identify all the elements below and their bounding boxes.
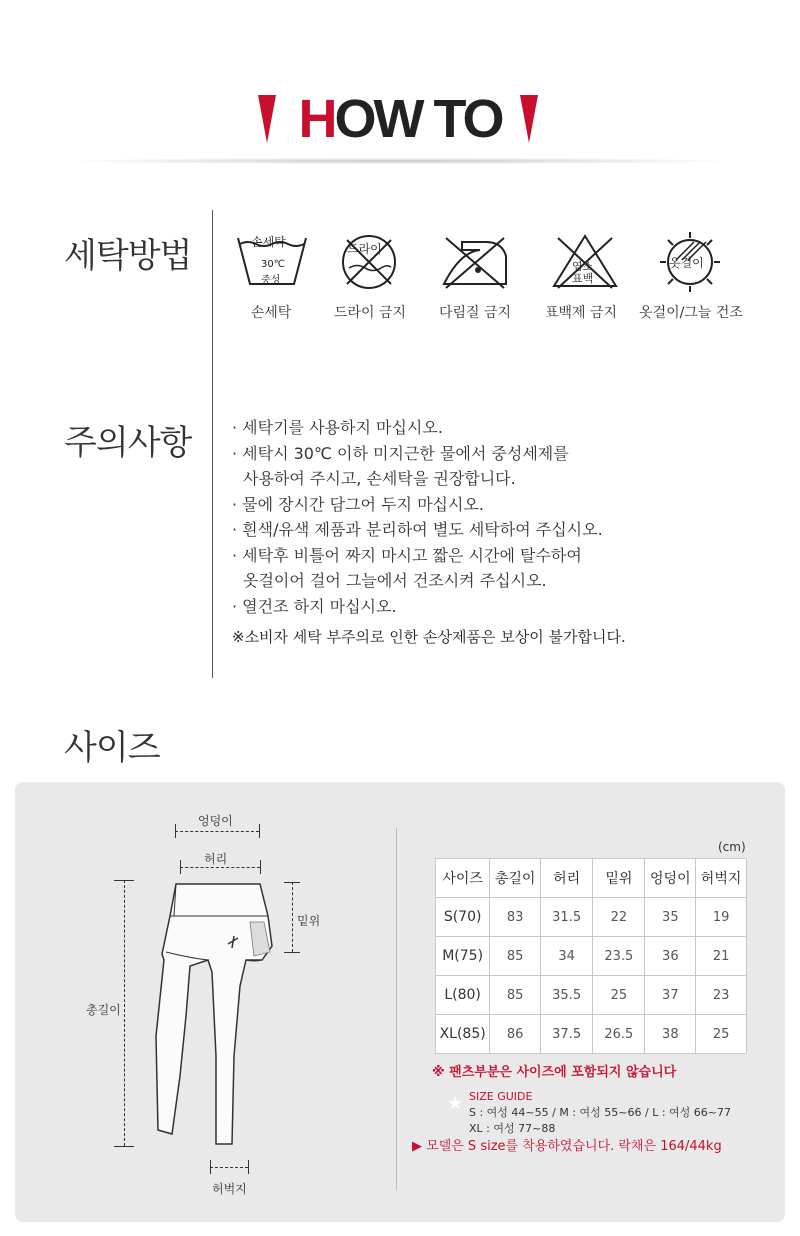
table-cell: 31.5 <box>541 898 593 937</box>
leggings-illustration <box>150 876 280 1154</box>
no-iron-caption: 다림질 금지 <box>438 305 512 321</box>
waist-label: 허리 <box>204 852 228 866</box>
no-bleach-icon-text-2: 표백 <box>572 272 594 285</box>
table-cell: 38 <box>645 1015 696 1054</box>
section-divider <box>212 210 213 678</box>
pants-excluded-note: ※ 팬츠부분은 사이즈에 포함되지 않습니다 <box>432 1065 677 1080</box>
table-cell: 21 <box>696 937 747 976</box>
waist-dimension-line <box>180 867 260 868</box>
caution-line: 사용하여 주시고, 손세탁을 권장합니다. <box>243 469 516 488</box>
no-dry-clean-icon-text: 드라이 <box>347 242 382 256</box>
hip-dimension-tick <box>259 824 260 838</box>
no-dry-clean-caption: 드라이 금지 <box>333 305 407 321</box>
size-title: 사이즈 <box>64 728 160 768</box>
title-underline <box>80 158 720 164</box>
table-header: 엉덩이 <box>645 859 696 898</box>
table-header: 허리 <box>541 859 593 898</box>
caution-line: · 열건조 하지 마십시오. <box>232 596 397 616</box>
star-icon: ★ <box>447 1093 464 1114</box>
hip-dimension-tick <box>175 824 176 838</box>
size-guide-line: XL : 여성 77~88 <box>469 1122 556 1135</box>
thigh-dimension-tick <box>248 1160 249 1174</box>
hip-dimension-line <box>175 831 259 832</box>
waist-dimension-tick <box>180 860 181 874</box>
table-cell: 85 <box>490 976 541 1015</box>
hip-label: 엉덩이 <box>198 814 233 828</box>
length-dimension-tick <box>114 1146 134 1147</box>
length-label: 총길이 <box>86 1003 121 1017</box>
table-cell: 23 <box>696 976 747 1015</box>
hand-wash-icon-text-2: 30℃ <box>261 259 285 270</box>
shade-dry-icon-text: 옷걸이 <box>669 256 704 270</box>
table-cell: 37 <box>645 976 696 1015</box>
length-dimension-line <box>124 880 125 1146</box>
unit-label: (cm) <box>718 840 746 854</box>
table-cell: 25 <box>593 976 645 1015</box>
size-guide-label: SIZE GUIDE <box>469 1090 533 1103</box>
table-cell: 36 <box>645 937 696 976</box>
hand-wash-icon-text-1: 손세탁 <box>251 235 286 249</box>
caution-line: 옷걸이어 걸어 그늘에서 건조시켜 주십시오. <box>243 571 547 590</box>
table-header: 밑위 <box>593 859 645 898</box>
table-row <box>436 898 747 937</box>
hand-wash-icon-text-3: 중성 <box>261 275 281 286</box>
size-guide-line: S : 여성 44~55 / M : 여성 55~66 / L : 여성 66~77 <box>469 1106 731 1119</box>
rise-label: 밑위 <box>297 914 321 928</box>
caution-line: · 세탁시 30℃ 이하 미지근한 물에서 중성세제를 <box>232 443 569 463</box>
rise-dimension-line <box>292 882 293 952</box>
table-cell: 35 <box>645 898 696 937</box>
size-table-header-row <box>436 859 747 898</box>
caution-line: · 물에 장시간 담그어 두지 마십시오. <box>232 494 484 514</box>
rise-dimension-tick <box>284 882 300 883</box>
table-cell: XL(85) <box>436 1015 490 1054</box>
size-table <box>435 858 747 1054</box>
caution-list <box>232 415 603 619</box>
right-red-mark <box>520 95 538 143</box>
table-row <box>436 976 747 1015</box>
table-cell: 83 <box>490 898 541 937</box>
size-panel-divider <box>396 828 397 1190</box>
caution-title: 주의사항 <box>64 423 192 463</box>
table-cell: 22 <box>593 898 645 937</box>
table-row <box>436 1015 747 1054</box>
no-bleach-icon-text-1: 염소 <box>572 260 594 273</box>
rise-dimension-tick <box>284 952 300 953</box>
hand-wash-caption: 손세탁 <box>250 305 292 321</box>
caution-line: · 세탁기를 사용하지 마십시오. <box>232 418 443 437</box>
no-bleach-caption: 표백제 금지 <box>544 305 618 321</box>
table-cell: 85 <box>490 937 541 976</box>
thigh-dimension-tick <box>210 1160 211 1174</box>
table-header: 총길이 <box>490 859 541 898</box>
table-row <box>436 937 747 976</box>
table-cell: M(75) <box>436 937 490 976</box>
table-cell: 35.5 <box>541 976 593 1015</box>
table-cell: 86 <box>490 1015 541 1054</box>
table-cell: 19 <box>696 898 747 937</box>
caution-line: · 세탁후 비틀어 짜지 마시고 짧은 시간에 탈수하여 <box>232 545 582 565</box>
length-dimension-tick <box>114 880 134 881</box>
waist-dimension-tick <box>260 860 261 874</box>
caution-line: · 흰색/유색 제품과 분리하여 별도 세탁하여 주십시오. <box>232 520 603 539</box>
table-cell: 34 <box>541 937 593 976</box>
model-size-note: ▶ 모델은 S size를 착용하였습니다. 락채은 164/44kg <box>412 1139 722 1154</box>
washing-title: 세탁방법 <box>64 236 192 276</box>
table-cell: 23.5 <box>593 937 645 976</box>
thigh-dimension-line <box>210 1167 248 1168</box>
no-iron-icon <box>440 234 510 294</box>
liability-note: ※소비자 세탁 부주의로 인한 손상제품은 보상이 불가합니다. <box>232 628 626 646</box>
table-cell: 26.5 <box>593 1015 645 1054</box>
table-cell: 37.5 <box>541 1015 593 1054</box>
page-title: HOW TO <box>298 89 502 149</box>
thigh-label: 허벅지 <box>212 1182 247 1196</box>
table-cell: S(70) <box>436 898 490 937</box>
table-cell: 25 <box>696 1015 747 1054</box>
table-header: 사이즈 <box>436 859 490 898</box>
shade-dry-caption: 옷걸이/그늘 건조 <box>639 305 743 321</box>
table-cell: L(80) <box>436 976 490 1015</box>
table-header: 허벅지 <box>696 859 747 898</box>
